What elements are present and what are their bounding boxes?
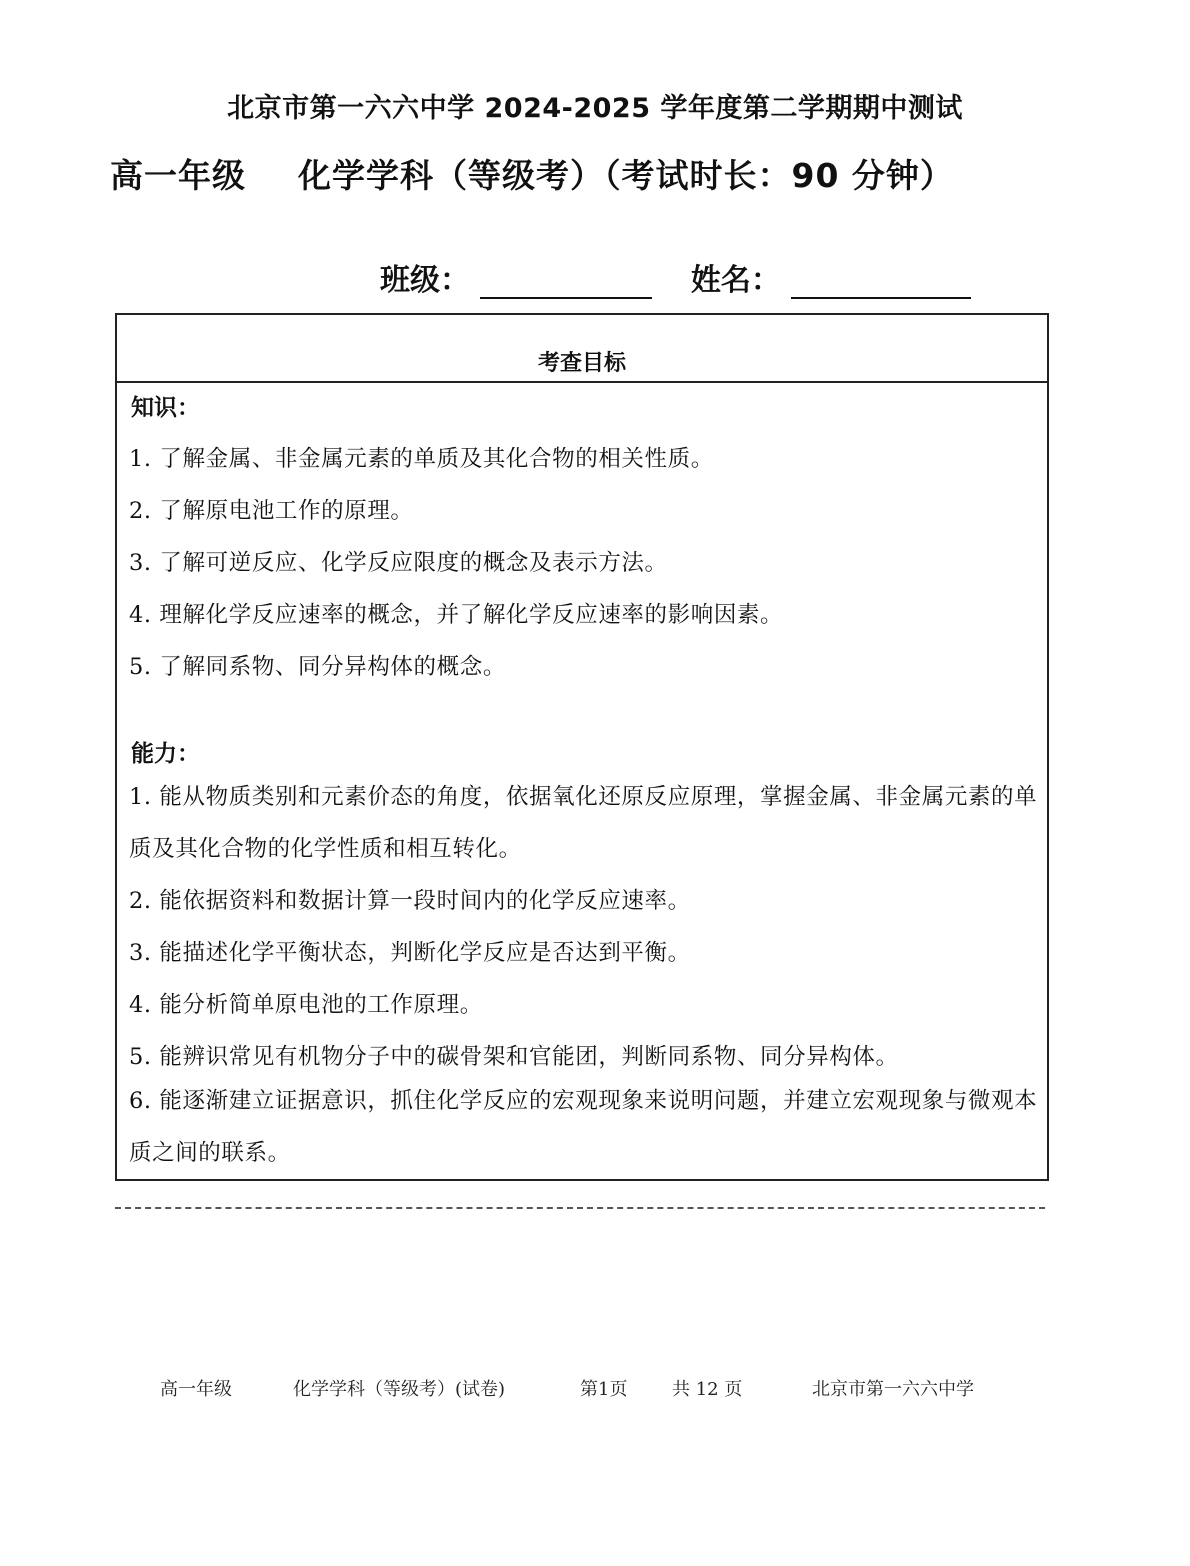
grade-label: 高一年级 <box>110 156 246 195</box>
knowledge-item: 2. 了解原电池工作的原理。 <box>129 498 414 524</box>
class-blank[interactable] <box>480 267 652 299</box>
student-info <box>380 255 971 299</box>
ability-item: 6. 能逐渐建立证据意识，抓住化学反应的宏观现象来说明问题，并建立宏观现象与微观本质之间的联系。 <box>129 1088 1038 1166</box>
objectives-box <box>115 313 1049 1181</box>
knowledge-item: 3. 了解可逆反应、化学反应限度的概念及表示方法。 <box>129 550 668 576</box>
ability-item: 3. 能描述化学平衡状态，判断化学反应是否达到平衡。 <box>129 940 691 966</box>
footer-grade: 高一年级 <box>160 1379 232 1400</box>
footer-subject: 化学学科（等级考）(试卷) <box>293 1379 506 1400</box>
knowledge-item: 4. 理解化学反应速率的概念，并了解化学反应速率的影响因素。 <box>129 602 784 628</box>
objectives-title: 考查目标 <box>117 315 1047 383</box>
name-label: 姓名： <box>690 263 781 298</box>
ability-item: 4. 能分析简单原电池的工作原理。 <box>129 992 483 1018</box>
footer-school: 北京市第一六六中学 <box>812 1379 974 1400</box>
footer-total: 共 12 页 <box>672 1379 743 1400</box>
knowledge-item: 5. 了解同系物、同分异构体的概念。 <box>129 654 506 680</box>
exam-title: 北京市第一六六中学 2024-2025 学年度第二学期期中测试 <box>227 93 963 124</box>
knowledge-item: 1. 了解金属、非金属元素的单质及其化合物的相关性质。 <box>129 446 714 472</box>
exam-subtitle <box>110 150 1070 197</box>
knowledge-label: 知识： <box>131 395 200 421</box>
name-blank[interactable] <box>791 267 971 299</box>
class-label: 班级： <box>380 263 470 298</box>
footer-page: 第1页 <box>580 1379 628 1400</box>
ability-item: 5. 能辨识常见有机物分子中的碳骨架和官能团，判断同系物、同分异构体。 <box>129 1044 899 1070</box>
cut-line <box>115 1207 1045 1209</box>
subject-label: 化学学科（等级考）（考试时长：90 分钟） <box>298 156 954 195</box>
ability-item: 1. 能从物质类别和元素价态的角度，依据氧化还原反应原理，掌握金属、非金属元素的单质及其化合物的化学性质和相互转化。 <box>129 784 1038 862</box>
ability-item: 2. 能依据资料和数据计算一段时间内的化学反应速率。 <box>129 888 691 914</box>
ability-label: 能力： <box>131 741 200 767</box>
